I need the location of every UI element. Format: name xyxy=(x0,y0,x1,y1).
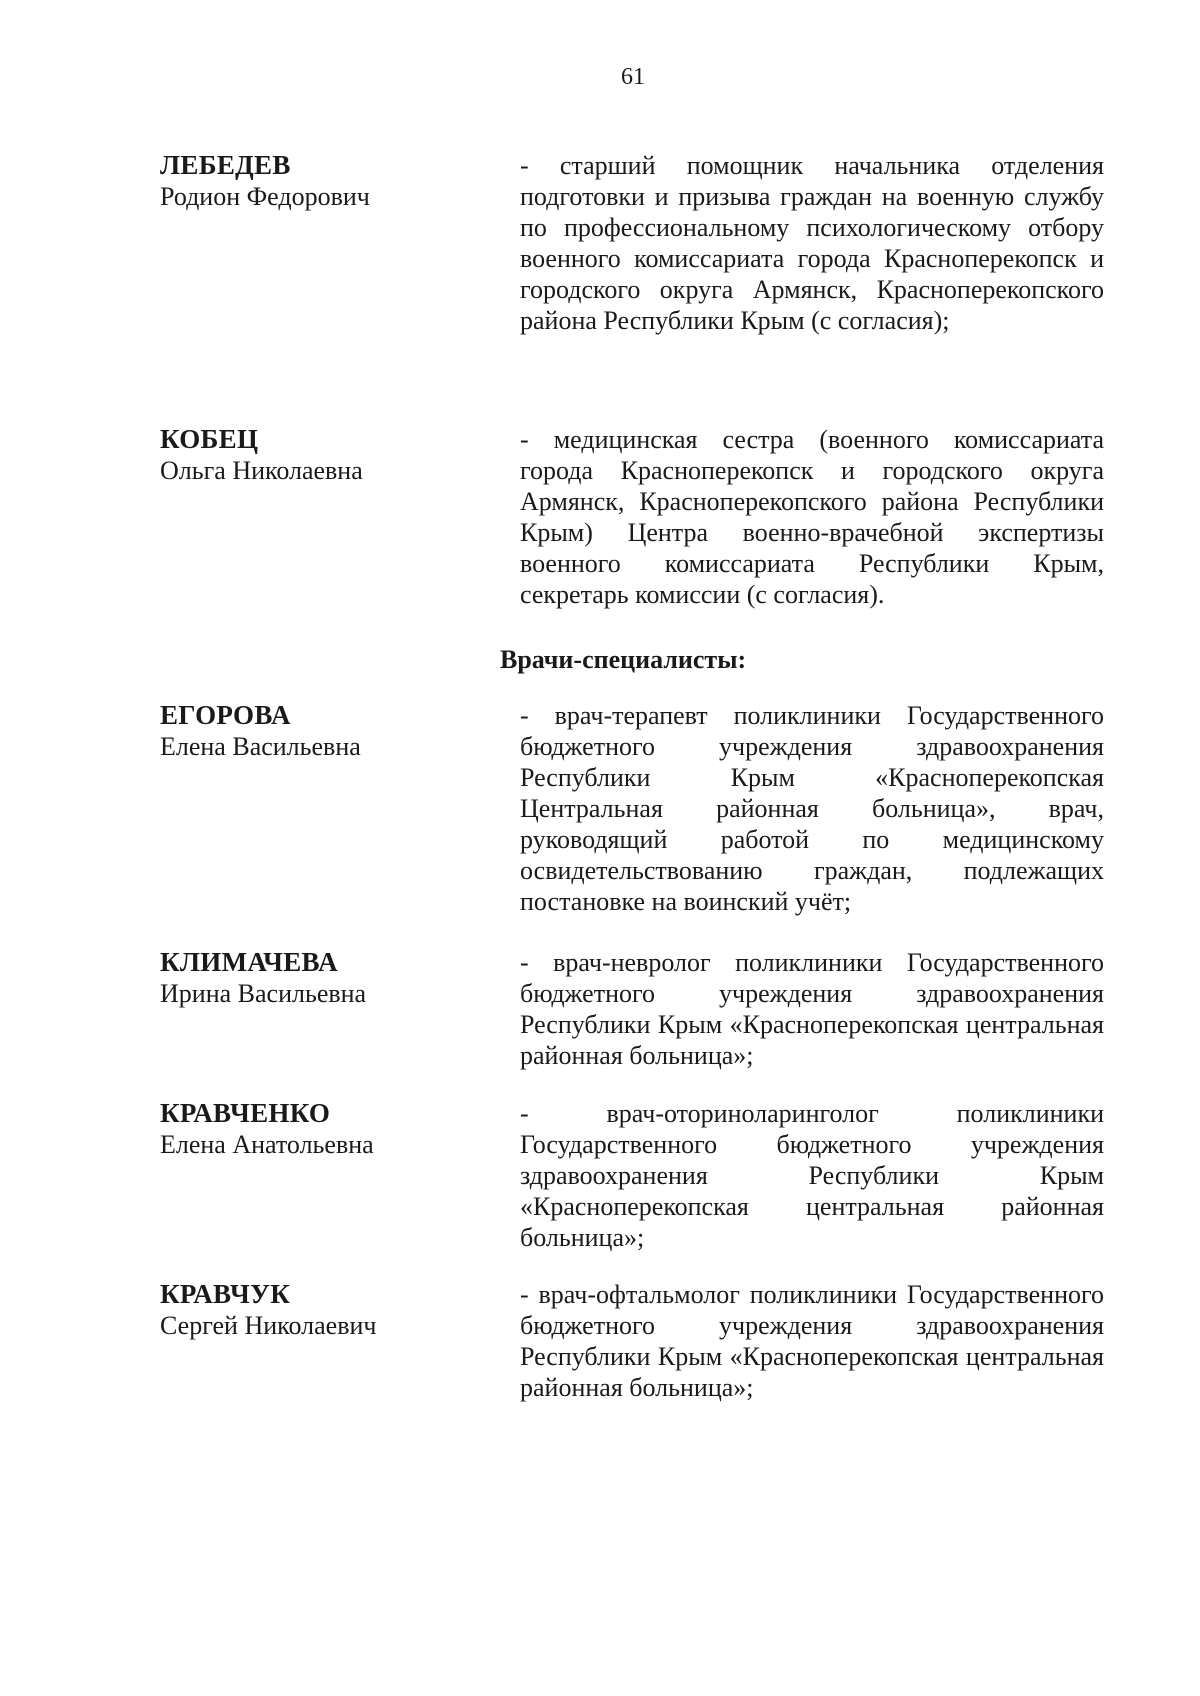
member-given-names: Ольга Николаевна xyxy=(160,456,363,485)
member-given-names: Елена Анатольевна xyxy=(160,1130,374,1159)
member-name xyxy=(160,1098,500,1160)
member-position: - врач-невролог поликлиники Государственного бюджетного учреждения здравоохранения Республики Крым «Красноперекопская центральная районная больница»; xyxy=(520,948,1104,1070)
member-surname: КОБЕЦ xyxy=(160,424,259,454)
member-surname: ЛЕБЕДЕВ xyxy=(160,150,291,180)
member-surname: ЕГОРОВА xyxy=(160,700,291,730)
member-surname: КРАВЧУК xyxy=(160,1279,291,1309)
member-given-names: Елена Васильевна xyxy=(160,732,361,761)
member-given-names: Сергей Николаевич xyxy=(160,1311,377,1340)
member-name xyxy=(160,700,500,762)
member-position: - врач-офтальмолог поликлиники Государственного бюджетного учреждения здравоохранения Республики Крым «Красноперекопская центральная районная больница»; xyxy=(520,1280,1104,1402)
member-name xyxy=(160,1279,500,1341)
member-given-names: Ирина Васильевна xyxy=(160,979,367,1008)
member-given-names: Родион Федорович xyxy=(160,182,370,211)
member-position: - старший помощник начальника отделения подготовки и призыва граждан на военную службу по профессиональному психологическому отбору военного комиссариата города Красноперекопск и городского округа Армянск, Красноперекопского района Республики Крым (с согласия); xyxy=(520,151,1104,335)
member-name xyxy=(160,424,500,486)
member-surname: КЛИМАЧЕВА xyxy=(160,947,338,977)
section-heading: Врачи-специалисты: xyxy=(500,645,747,674)
member-surname: КРАВЧЕНКО xyxy=(160,1098,331,1128)
member-position: - медицинская сестра (военного комиссариата города Красноперекопск и городского округа Армянск, Красноперекопского района Республики Крым) Центра военно-врачебной экспертизы военного комиссариата Республики Крым, секретарь комиссии (с согласия). xyxy=(520,425,1104,609)
page-number: 61 xyxy=(621,64,645,90)
member-name xyxy=(160,150,500,212)
member-name xyxy=(160,947,500,1009)
member-position: - врач-оториноларинголог поликлиники Государственного бюджетного учреждения здравоохранения Республики Крым «Красноперекопская центральная районная больница»; xyxy=(520,1099,1104,1252)
member-position: - врач-терапевт поликлиники Государственного бюджетного учреждения здравоохранения Республики Крым «Красноперекопская Центральная районная больница», врач, руководящий работой по медицинскому освидетельствованию граждан, подлежащих постановке на воинский учёт; xyxy=(520,701,1104,916)
